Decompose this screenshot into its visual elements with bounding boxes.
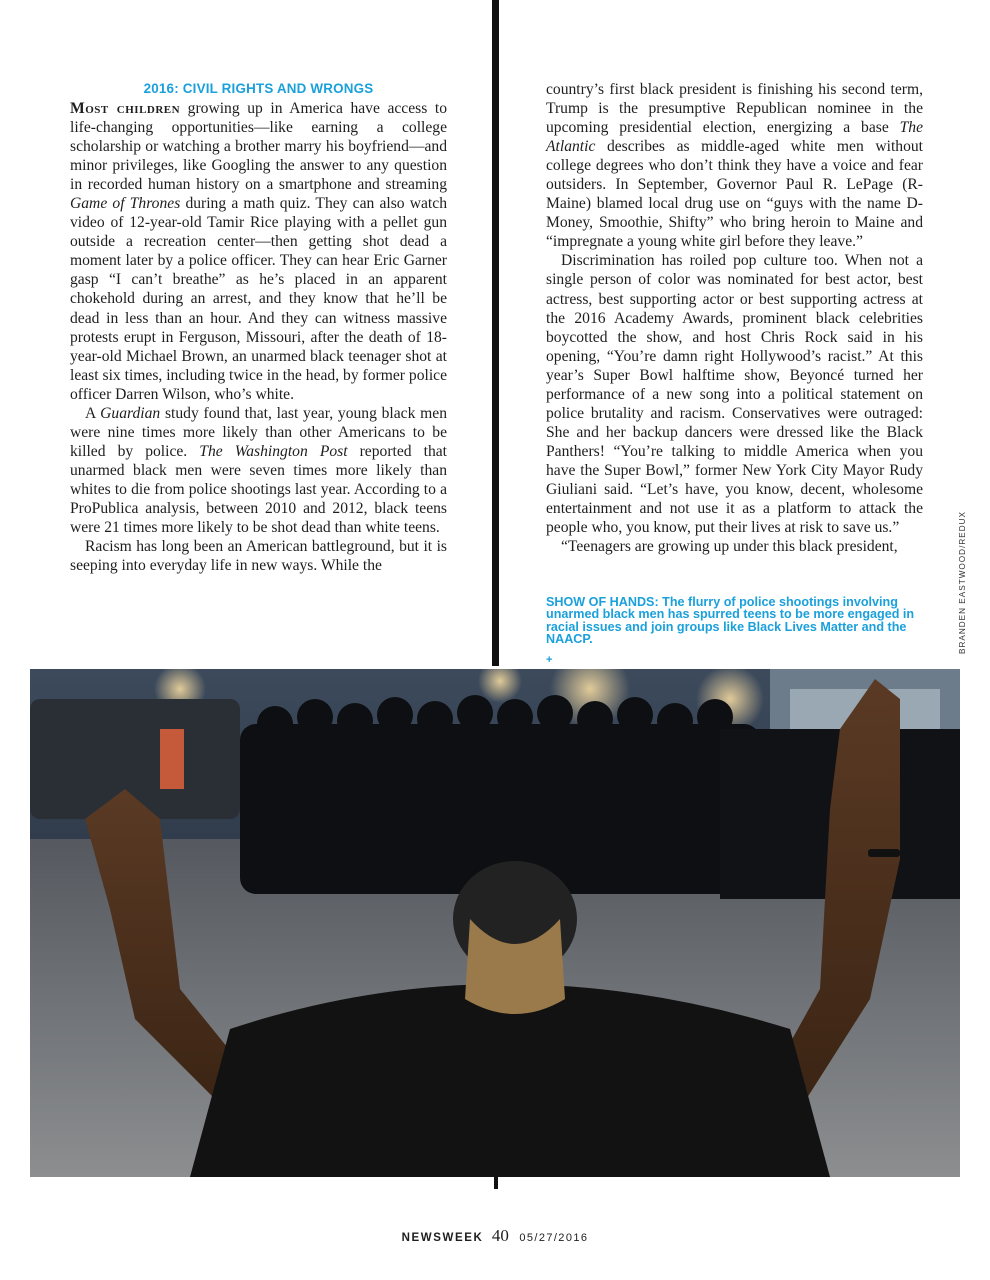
article-column-right [546,80,923,556]
protest-photo [30,669,960,1177]
magazine-brand: NEWSWEEK [401,1232,484,1244]
article-paragraph-5: Discrimination has roiled pop culture too. When not a single person of color was nominated for best actor, best actress, best supporting actor or best supporting actress at the 2016 Academy Awards, prominent black celebrities boycotted the show, and host Chris Rock said in his opening, “You’re damn right Hollywood’s racist.” At this year’s Super Bowl halftime show, Beyoncé turned her performance of a new song into a political statement on police brutality and racism. Conservatives were outraged: She and her backup dancers were dressed like the Black Panthers! “You’re talking to middle America when you have the Super Bowl,” former New York City Mayor Rudy Giuliani said. “Let’s have, you know, decent, wholesome entertainment and not use it as a platform to attack the people who, you know, put their lives at risk to save us.” [546,252,923,537]
article-column-left [70,80,447,575]
article-paragraph-2: A Guardian study found that, last year, young black men were nine times more likely than other Americans to be killed by police. The Washington Post reported that unarmed black men were seven times more likely than whites to die from police shootings last year. According to a ProPublica analysis, between 2010 and 2012, black teens were 21 times more likely to be shot dead than white teens. [70,404,447,537]
section-heading: 2016: CIVIL RIGHTS AND WRONGS [143,81,374,96]
column-divider-tick [494,1175,498,1189]
article-paragraph-1: Most children growing up in America have access to life-changing opportunities—like earning a college scholarship or watching a brother marry his boyfriend—and minor privileges, like Googling the answer to any question in recorded human history on a smartphone and streaming Game of Thrones during a math quiz. They can also watch video of 12-year-old Tamir Rice playing with a pellet gun outside a recreation center—then getting shot dead a moment later by a police officer. They can hear Eric Garner gasp “I can’t breathe” as he’s placed in an apparent chokehold during an arrest, and they know that he’ll be dead in less than an hour. And they can witness massive protests erupt in Ferguson, Missouri, after the death of 18-year-old Michael Brown, an unarmed black teenager shot at least six times, including twice in the head, by former police officer Darren Wilson, who’s white. [70,100,447,403]
issue-date: 05/27/2016 [519,1232,589,1244]
title-italic: Game of Thrones [70,195,181,213]
photo-caption: SHOW OF HANDS: The flurry of police shootings involving unarmed black men has spurred teens to be more engaged in racial issues and join groups like Black Lives Matter and the NAACP. [546,595,915,647]
lead-in: Most children [70,100,181,117]
page-footer [0,1226,990,1246]
article-paragraph-3: Racism has long been an American battleground, but it is seeping into everyday life in new ways. While the [70,538,447,575]
article-paragraph-6: “Teenagers are growing up under this black president, [561,538,898,556]
column-divider-rule [492,0,499,666]
page-number: 40 [491,1226,509,1245]
caption-plus-icon: + [546,654,553,666]
article-paragraph-4: country’s first black president is finishing his second term, Trump is the presumptive Republican nominee in the upcoming presidential election, energizing a base The Atlantic describes as middle-aged white men without college degrees who don’t think they have a voice and fear outsiders. In September, Governor Paul R. LePage (R-Maine) blamed local drug use on “guys with the name D-Money, Smoothie, Shifty” who bring heroin to Maine and “impregnate a young white girl before they leave.” [546,81,923,251]
photo-credit: BRANDEN EASTWOOD/REDUX [958,510,967,654]
